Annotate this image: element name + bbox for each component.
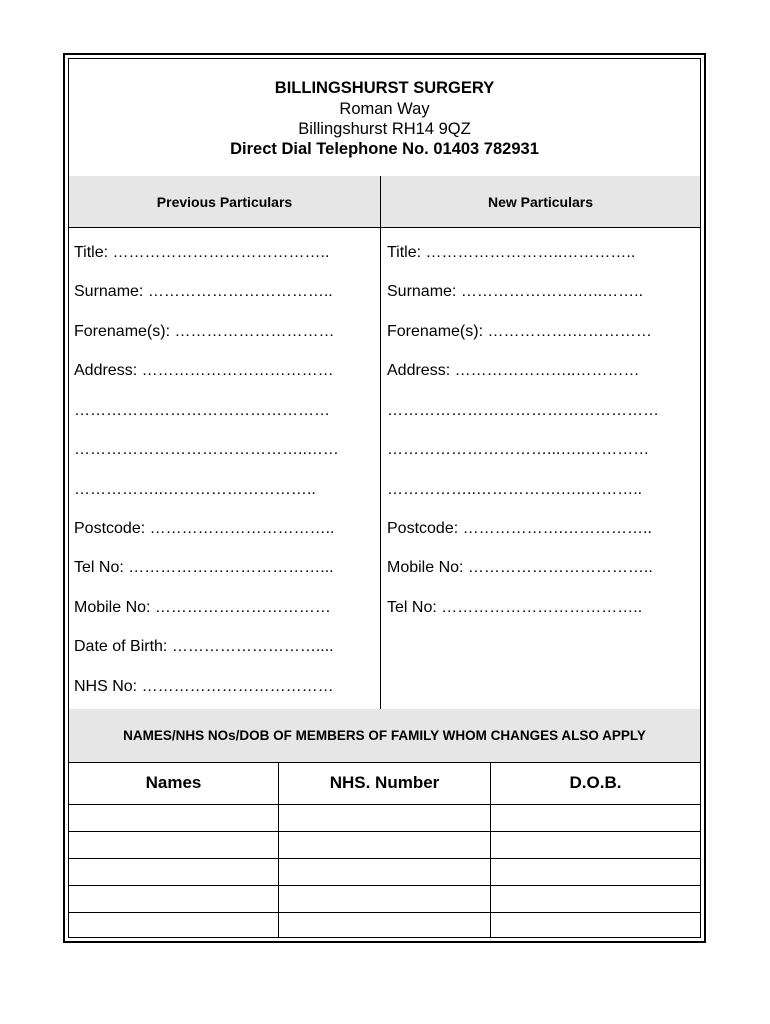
new-title-field[interactable]: Title: ……………………..………….. [387, 244, 636, 261]
new-address-line-4[interactable]: ……………..…………….…..……….. [387, 481, 643, 498]
new-particulars-heading: New Particulars [487, 193, 594, 210]
new-address-line-3[interactable]: …………………………...…..………… [387, 441, 650, 458]
prev-address-field[interactable]: Address: ……………………………… [74, 362, 334, 379]
new-tel-field[interactable]: Tel No: ……………………………….. [387, 599, 643, 616]
practice-street: Roman Way [339, 100, 430, 118]
prev-forenames-field[interactable]: Forename(s): ………………………… [74, 323, 335, 340]
prev-tel-field[interactable]: Tel No: ………………………………... [74, 559, 334, 576]
nhs-number-column-header: NHS. Number [329, 773, 440, 792]
prev-dob-field[interactable]: Date of Birth: ……………………….... [74, 638, 334, 655]
new-address-line-2[interactable]: …………………………………………… [387, 402, 659, 419]
divider [69, 227, 700, 228]
prev-postcode-field[interactable]: Postcode: …………………………….. [74, 520, 335, 537]
form-header [69, 59, 700, 176]
table-row[interactable] [69, 832, 700, 858]
dob-column-header: D.O.B. [569, 773, 622, 792]
table-row[interactable] [69, 859, 700, 885]
prev-title-field[interactable]: Title: ………………………………….. [74, 244, 330, 261]
practice-town-postcode: Billingshurst RH14 9QZ [298, 120, 471, 138]
new-surname-field[interactable]: Surname: ………………….…..…….. [387, 283, 644, 300]
practice-name: BILLINGSHURST SURGERY [274, 79, 495, 97]
practice-telephone: Direct Dial Telephone No. 01403 782931 [230, 140, 539, 158]
table-row[interactable] [69, 805, 700, 831]
previous-particulars-heading: Previous Particulars [156, 193, 293, 210]
new-forenames-field[interactable]: Forename(s): …………….…………… [387, 323, 652, 340]
prev-address-line-4[interactable]: ……………..……………………….. [74, 481, 316, 498]
table-row[interactable] [69, 913, 700, 937]
prev-mobile-field[interactable]: Mobile No: …………………………… [74, 599, 331, 616]
prev-address-line-3[interactable]: ……………………………………..…… [74, 441, 339, 458]
new-postcode-field[interactable]: Postcode: ……………….…………….. [387, 520, 652, 537]
prev-address-line-2[interactable]: ………………………………………… [74, 402, 330, 419]
new-address-field[interactable]: Address: …………………..………… [387, 362, 640, 379]
form [68, 58, 701, 938]
family-section-heading: NAMES/NHS NOs/DOB OF MEMBERS OF FAMILY WHOM CHANGES ALSO APPLY [123, 728, 646, 743]
new-mobile-field[interactable]: Mobile No: …………………………….. [387, 559, 653, 576]
prev-surname-field[interactable]: Surname: …………………………….. [74, 283, 333, 300]
table-row[interactable] [69, 886, 700, 912]
names-column-header: Names [145, 773, 202, 792]
prev-nhs-field[interactable]: NHS No: ……………………………… [74, 678, 334, 695]
column-divider [380, 176, 381, 709]
